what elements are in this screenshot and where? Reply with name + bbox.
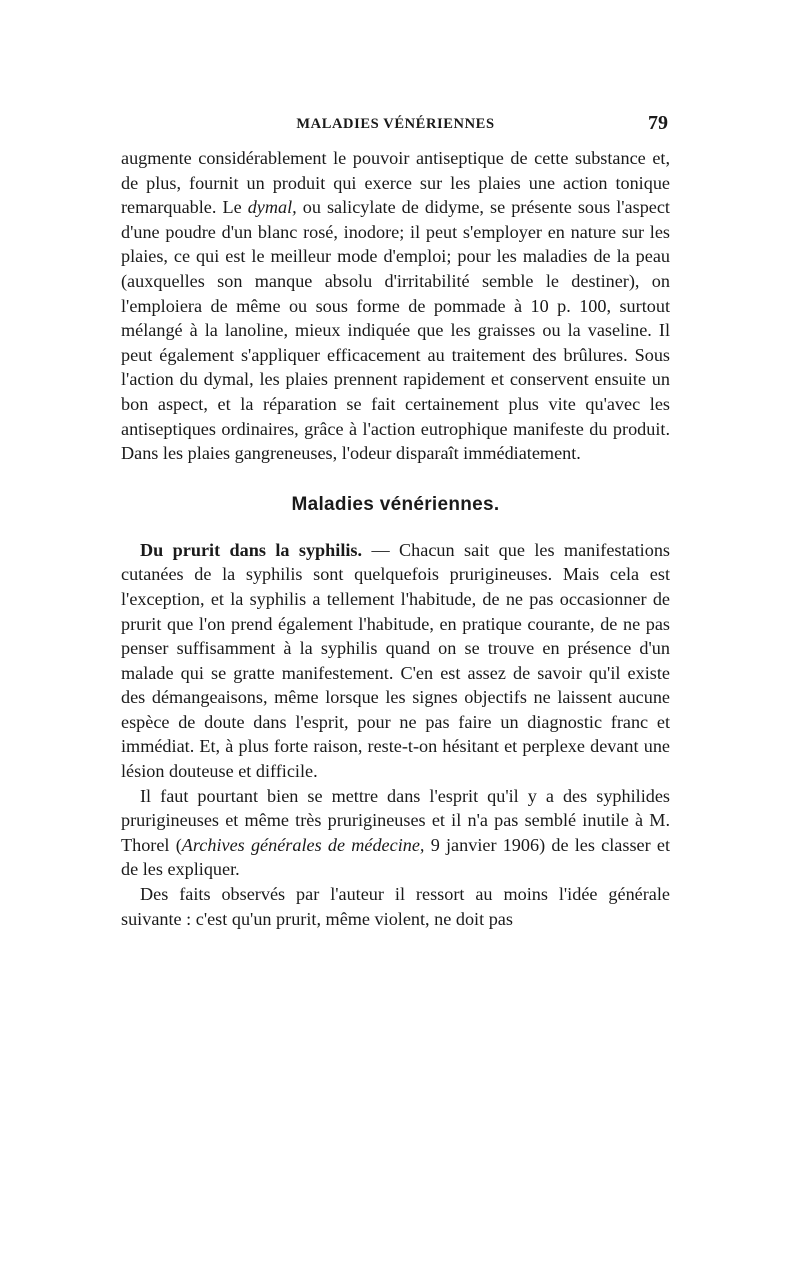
running-title: MALADIES VÉNÉRIENNES [296, 116, 495, 132]
page-number: 79 [648, 112, 668, 134]
paragraph-text: Il faut pourtant bien se mettre dans l'esprit qu'il y a des syphilides prurigineuses et même très prurigineuses et il n'a pas semblé inutile à M. Thorel ( [121, 785, 670, 855]
paragraph-text: — Chacun sait que les manifestations cutanées de la syphilis sont quelquefois prurigineuses. Mais cela est l'exception, et la syphilis a tellement l'habitude, de ne pas occasionner de prurit que l'on prend également l'habitude, en pratique courante, de ne pas penser suffisamment à la syphilis quand on se trouve en présence d'un malade qui se gratte manifestement. C'en est assez de savoir qu'il existe des démangeaisons, même lorsque les signes objectifs ne laissent aucune espèce de doute dans l'esprit, pour ne pas faire un diagnostic franc et immédiat. Et, à plus forte raison, reste-t-on hésitant et perplexe devant une lésion douteuse et difficile. [121, 539, 670, 782]
section-heading: Maladies vénériennes. [291, 493, 500, 515]
italic-term: dymal, [247, 197, 297, 218]
paragraph-thorel [121, 784, 670, 882]
journal-citation: Archives générales de médecine, [181, 834, 425, 855]
running-header [121, 112, 670, 146]
paragraph-text: Des faits observés par l'auteur il ressort au moins l'idée générale suivante : c'est qu'un prurit, même violent, ne doit pas [121, 884, 670, 929]
paragraph-text: ou salicylate de didyme, se présente sous l'aspect d'une poudre d'un blanc rosé, inodore; il peut s'employer en nature sur les plaies, ce qui est le meilleur mode d'emploi; pour les maladies de la peau (auxquelles son manque absolu d'irritabilité semble le destiner), on l'emploiera de même ou sous forme de pommade à 10 p. 100, surtout mélangé à la lanoline, mieux indiquée que les graisses ou la vaseline. Il peut également s'appliquer efficacement au traitement des brûlures. Sous l'action du dymal, les plaies prennent rapidement et conservent ensuite un bon aspect, et la réparation se fait certainement plus vite qu'avec les antiseptiques ordinaires, grâce à l'action eutrophique manifeste du produit. Dans les plaies gangreneuses, l'odeur disparaît immédiatement. [121, 197, 670, 464]
paragraph-lead: Du prurit dans la syphilis. [140, 539, 363, 560]
paragraph-faits [121, 882, 670, 931]
book-page [121, 112, 670, 931]
paragraph-text: 9 janvier 1906) de les classer et de les expliquer. [121, 834, 670, 880]
paragraph-dymal [121, 146, 670, 466]
paragraph-text: augmente considérablement le pouvoir antiseptique de cette substance et, de plus, fournit un produit qui exerce sur les plaies une action tonique remarquable. Le [121, 148, 670, 218]
paragraph-prurit [121, 538, 670, 784]
